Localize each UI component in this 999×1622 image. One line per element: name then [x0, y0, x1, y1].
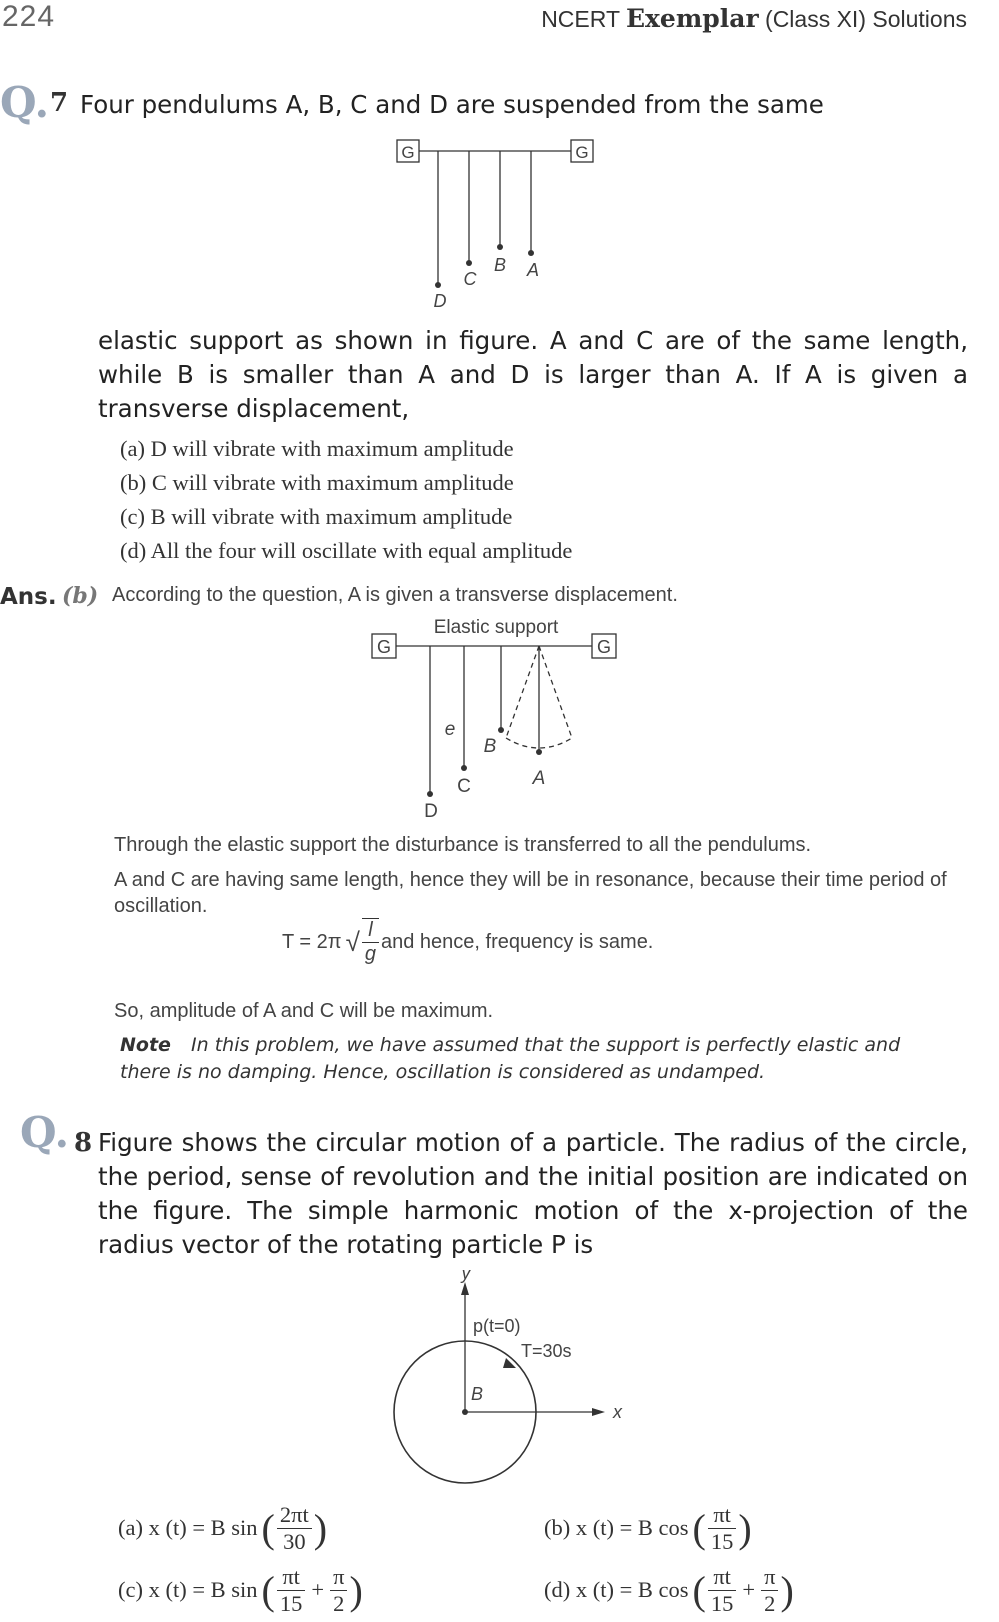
q7-option-d: (d) All the four will oscillate with equal amplitude — [120, 538, 573, 563]
fig1-right-box: G — [575, 143, 589, 162]
running-head-bold: Exemplar — [625, 4, 759, 33]
question-7-mark: Q. — [0, 78, 50, 127]
q7-option-c: (c) B will vibrate with maximum amplitude — [120, 504, 513, 529]
q8-option-a-label: (a) x (t) = B sin — [118, 1515, 258, 1540]
formula-den: g — [364, 943, 376, 965]
running-head-post: (Class XI) Solutions — [758, 6, 967, 32]
fig1-label-d: D — [433, 291, 447, 311]
question-8-text: Figure shows the circular motion of a particle. The radius of the circle, the period, sense of revolution and the initial position are indicated on the figure. The simple harmonic motion of the x-projection of the radius vector of the rotating particle P is — [98, 1128, 968, 1259]
fig3-p-label: p(t=0) — [473, 1316, 521, 1336]
fig2-caption: Elastic support — [433, 617, 559, 638]
fig1-label-a: A — [526, 260, 540, 280]
formula-tail: and hence, frequency is same. — [380, 930, 654, 953]
fig2-left-box: G — [376, 637, 392, 657]
question-7-line1: Four pendulums A, B, C and D are suspended from the same — [80, 90, 824, 119]
q8-option-c-plus-den: 2 — [333, 1590, 345, 1616]
q8-option-c-den: 15 — [279, 1590, 303, 1616]
q8-option-a-num: 2πt — [277, 1502, 312, 1529]
running-head — [541, 4, 967, 33]
q8-option-c-label: (c) x (t) = B sin — [118, 1577, 258, 1602]
fig2-label-d: D — [424, 801, 438, 822]
q8-option-a: (a) x (t) = B sin ( $\frac{2\pi t}{30}$ ) — [118, 1501, 328, 1554]
formula-lhs: T = 2π — [282, 930, 342, 953]
fig3-radius-label: B — [471, 1384, 484, 1404]
q8-option-a-den: 30 — [283, 1528, 306, 1554]
q8-option-b-num: πt — [708, 1502, 737, 1529]
circular-motion-figure — [360, 1270, 660, 1506]
fig2-right-box: G — [596, 637, 612, 657]
q7-option-a: (a) D will vibrate with maximum amplitude — [120, 436, 514, 461]
fig2-label-c: C — [457, 776, 471, 797]
q8-option-c-num: πt — [277, 1564, 306, 1591]
fig1-left-box: G — [401, 143, 415, 162]
fig3-x-label: x — [613, 1402, 622, 1422]
formula-fraction — [362, 918, 379, 966]
fig3-period-label: T=30s — [521, 1341, 572, 1361]
q8-option-b-den: 15 — [710, 1528, 734, 1554]
q7-option-b: (b) C will vibrate with maximum amplitude — [120, 470, 514, 495]
q8-option-d-plus-den: 2 — [764, 1590, 776, 1616]
question-8-number: 8 — [74, 1128, 93, 1158]
pendulum-figure-2 — [360, 612, 630, 822]
q8-option-d-label: (d) x (t) = B cos — [544, 1577, 689, 1602]
answer-intro: According to the question, A is given a transverse displacement. — [112, 584, 678, 606]
formula-num: l — [362, 919, 379, 943]
question-7-text: elastic support as shown in figure. A and C are of the same length, while B is smaller than A and D is larger than A. If A is given a transverse displacement, — [98, 326, 968, 423]
conclusion: So, amplitude of A and C will be maximum. — [114, 1000, 494, 1022]
fig2-label-a: A — [532, 768, 546, 789]
formula-row: T = 2π √ $\frac{l}{g}$ and hence, frequency is same. — [282, 919, 654, 965]
fig2-label-e: e — [444, 719, 456, 740]
fig3-y-label: y — [461, 1270, 471, 1283]
answer-choice: (b) — [62, 583, 99, 609]
q8-option-d-num: πt — [708, 1564, 737, 1591]
q8-option-d-den: 15 — [710, 1590, 734, 1616]
pendulum-figure-1 — [380, 135, 620, 315]
q8-option-c: (c) x (t) = B sin ( $\frac{\pi t}{15}$ + $\frac{\pi}{2}$ ) — [118, 1563, 363, 1616]
running-head-pre: NCERT — [541, 6, 626, 32]
page-number: 224 — [2, 0, 56, 33]
fig1-label-b: B — [493, 255, 507, 275]
q8-option-d-plus-num: π — [761, 1564, 778, 1591]
explanation-2: A and C are having same length, hence they will be in resonance, because their time period of oscillation. — [114, 869, 947, 917]
q8-option-b-label: (b) x (t) = B cos — [544, 1515, 689, 1540]
note-text: In this problem, we have assumed that the support is perfectly elastic and there is no damping. Hence, oscillation is considered as undamped. — [120, 1034, 901, 1083]
explanation-1: Through the elastic support the disturbance is transferred to all the pendulums. — [114, 834, 812, 856]
question-8-mark: Q. — [20, 1108, 70, 1157]
answer-label: Ans. — [0, 584, 57, 610]
q8-option-b: (b) x (t) = B cos ( $\frac{\pi t}{15}$ ) — [544, 1501, 752, 1554]
q8-option-c-plus-num: π — [330, 1564, 347, 1591]
note-label: Note — [120, 1034, 171, 1056]
q8-option-d: (d) x (t) = B cos ( $\frac{\pi t}{15}$ + $\frac{\pi}{2}$ ) — [544, 1563, 794, 1616]
fig2-label-b: B — [483, 736, 497, 757]
question-7-number: 7 — [50, 88, 69, 118]
fig1-label-c: C — [463, 269, 477, 289]
note — [120, 1032, 940, 1086]
